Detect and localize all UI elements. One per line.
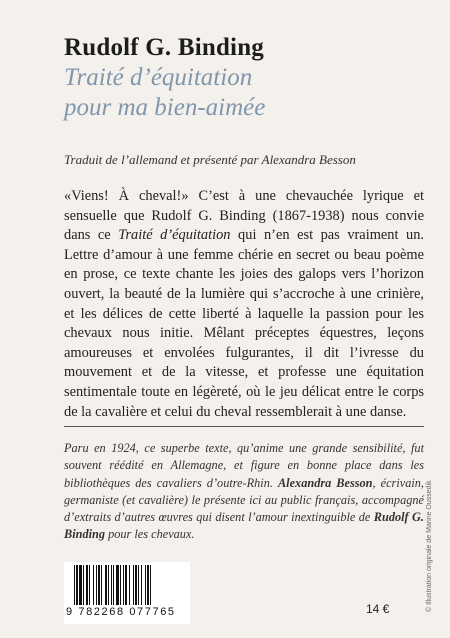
barcode-bar — [105, 565, 107, 605]
barcode-bar — [98, 565, 100, 605]
note-text-1: Paru en 1924, ce superbe texte, qu’anime une grande sensibilité, fut souvent réédité en Allemagne, et figure en bonne place dans les bibliothèques des cavaliers d’outre-Rhin. — [64, 441, 424, 490]
barcode-bar — [108, 565, 109, 605]
blurb-paragraph — [64, 187, 424, 422]
title-line-2: pour ma bien-aimée — [64, 94, 266, 121]
translator-credit: Traduit de l’allemand et présenté par Alexandra Besson — [64, 152, 356, 167]
barcode-bar — [141, 565, 142, 605]
barcode-bar — [74, 565, 75, 605]
barcode-bar — [150, 565, 151, 605]
note-text-2: , écrivain, germaniste (et cavalière) le présente ici au public français, accompagné d’extraits d’autres œuvres qui disent l’amour inextinguible de — [64, 475, 424, 525]
barcode-bar — [138, 565, 139, 605]
barcode-bar — [135, 565, 137, 605]
barcode-bar — [147, 565, 149, 605]
barcode-bar — [96, 565, 97, 605]
blurb-text-2: qui n’en est pas vraiment un. Lettre d’amour à une femme chérie en secret ou beau poème en prose, ce texte chante les joies des galops vers l’horizon ouvert, la beauté de la lumière qui s’accroche à une crinière, et les délices de cette liberté à laquelle la passion pour les chevaux nous initie. Mêlant préceptes équestres, leçons amoureuses et envolées fulgurantes, il dit l’ivresse du mouvement et de la vitesse, et professe une équitation sentimentale toute en légèreté, où le jeu délicat entre le corps de la cavalière et celui du cheval ressemblerait à une danse. — [64, 227, 424, 420]
barcode-bar — [113, 565, 114, 605]
barcode-bar — [116, 565, 119, 605]
divider-rule — [64, 426, 424, 427]
barcode-bar — [133, 565, 134, 605]
note-translator-name: Alexandra Besson — [277, 475, 373, 490]
publication-note — [64, 440, 424, 544]
barcode-bar — [76, 565, 78, 605]
blurb-work-title: Traité d’équitation — [118, 227, 231, 244]
barcode-bar — [86, 565, 88, 605]
note-author-name: Rudolf G. Binding — [64, 510, 424, 542]
barcode-bar — [93, 565, 94, 605]
blurb-text-1: «Viens! À cheval!» C’est à une chevauchée lyrique et sensuelle que Rudolf G. Binding (1867-1938) nous convie dans ce — [64, 188, 424, 244]
illustration-credit: © Illustration originale de Marine Oussedik — [426, 480, 433, 612]
barcode-bar — [111, 565, 112, 605]
barcode-bar — [145, 565, 146, 605]
barcode-bar — [79, 565, 82, 605]
price-label: 14 € — [366, 602, 390, 616]
barcode-bar — [120, 565, 121, 605]
barcode-bar — [101, 565, 102, 605]
barcode-bar — [129, 565, 130, 605]
isbn-number: 9 782268 077765 — [66, 606, 176, 618]
barcode-bar — [125, 565, 127, 605]
note-text-3: pour les chevaux. — [105, 527, 195, 542]
author-name: Rudolf G. Binding — [64, 34, 265, 61]
barcode-bar — [123, 565, 124, 605]
barcode-bars — [74, 565, 180, 605]
barcode-bar — [89, 565, 90, 605]
barcode-bar — [83, 565, 84, 605]
book-title — [64, 63, 265, 123]
title-line-1: Traité d’équitation — [64, 64, 253, 91]
